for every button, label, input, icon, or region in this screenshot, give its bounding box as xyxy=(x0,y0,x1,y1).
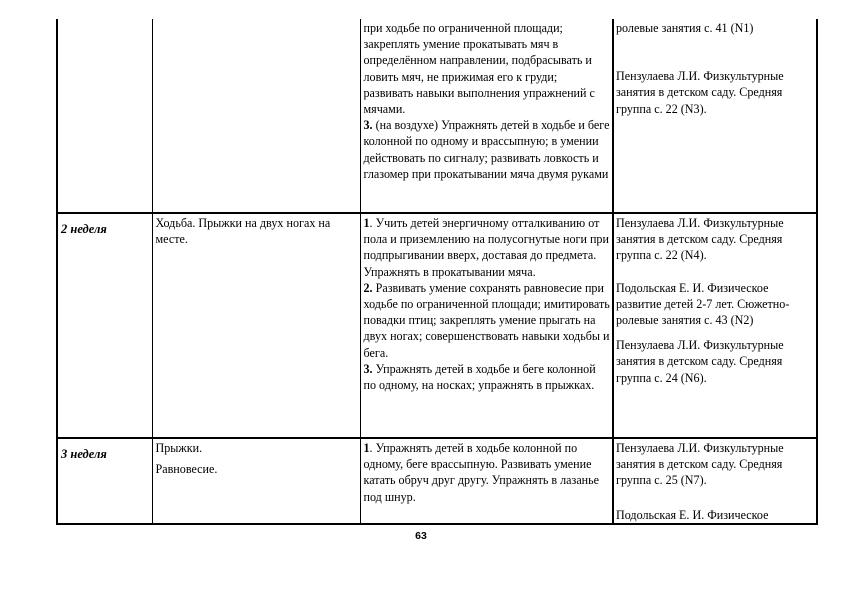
task-text: при ходьбе по ограниченной площади; закреплять умение прокатывать мяч в определённом направлении, подбрасывать и ловить мяч, не прижимая его к груди; развивать навыки выполнения упражнений с мячами. xyxy=(363,21,595,117)
task-item xyxy=(364,20,611,117)
topic-cell xyxy=(152,213,360,438)
task-number: 1 xyxy=(363,441,370,455)
task-item xyxy=(364,215,611,280)
week-label: 2 неделя xyxy=(61,222,107,236)
table-row xyxy=(57,213,817,438)
reference-item: Пензулаева Л.И. Физкультурные занятия в детском саду. Средняя группа с. 22 (N4). xyxy=(616,216,784,263)
page-number: 63 xyxy=(415,530,427,542)
task-text: . Учить детей энергичному отталкиванию от пола и приземлению на полусогнутые ноги при подпрыгивании вверх, доставая до предмета. Упражнять в прокатывании мяча. xyxy=(363,216,609,279)
references-cell xyxy=(613,213,817,438)
task-text: . Упражнять детей в ходьбе колонной по одному, беге врассыпную. Развивать умение катать обруч друг другу. Упражнять в лазанье под шнур. xyxy=(363,441,600,504)
references-cell xyxy=(613,19,817,213)
references-cell xyxy=(613,438,817,524)
topic-cell xyxy=(152,438,360,524)
reference-item: Подольская Е. И. Физическое xyxy=(616,507,769,522)
task-item xyxy=(364,361,611,393)
reference-item: Пензулаева Л.И. Физкультурные занятия в детском саду. Средняя группа с. 25 (N7). xyxy=(616,441,784,488)
task-item xyxy=(364,117,611,182)
topic-text: Прыжки. xyxy=(155,441,203,455)
table-row xyxy=(57,438,817,524)
week-cell xyxy=(57,213,152,438)
reference-item: Пензулаева Л.И. Физкультурные занятия в детском саду. Средняя группа с. 24 (N6). xyxy=(616,338,784,385)
topic-text: Равновесие. xyxy=(155,462,218,477)
tasks-cell xyxy=(360,19,613,213)
tasks-cell xyxy=(360,438,613,524)
reference-item: Подольская Е. И. Физическое развитие детей 2-7 лет. Сюжетно-ролевые занятия с. 43 (N2) xyxy=(616,280,790,328)
task-text: Развивать умение сохранять равновесие при ходьбе по ограниченной площади; имитировать повадки птиц; закреплять умение прыгать на двух ногах; совершенствовать навыки ходьбы и бега. xyxy=(363,280,610,360)
week-cell xyxy=(57,438,152,524)
reference-item: ролевые занятия с. 41 (N1) xyxy=(616,21,754,35)
table-row xyxy=(57,19,817,213)
program-table xyxy=(56,19,818,525)
topic-text: Ходьба. Прыжки на двух ногах на месте. xyxy=(155,216,331,247)
task-text: (на воздухе) Упражнять детей в ходьбе и беге колонной по одному и врассыпную; в умении действовать по сигналу; развивать ловкость и глазомер при прокатывании мяча двумя руками xyxy=(363,118,610,181)
task-number: 1 xyxy=(363,216,370,230)
week-cell xyxy=(57,19,152,213)
topic-cell xyxy=(152,19,360,213)
task-item xyxy=(364,440,611,505)
reference-item: Пензулаева Л.И. Физкультурные занятия в детском саду. Средняя группа с. 22 (N3). xyxy=(616,69,784,116)
task-number: 3. xyxy=(363,118,373,133)
task-number: 2. xyxy=(363,280,373,295)
tasks-cell xyxy=(360,213,613,438)
week-label: 3 неделя xyxy=(61,447,107,461)
task-text: Упражнять детей в ходьбе и беге колонной по одному, на носках; упражнять в прыжках. xyxy=(363,361,596,393)
task-item xyxy=(364,280,611,361)
task-number: 3. xyxy=(363,361,373,376)
